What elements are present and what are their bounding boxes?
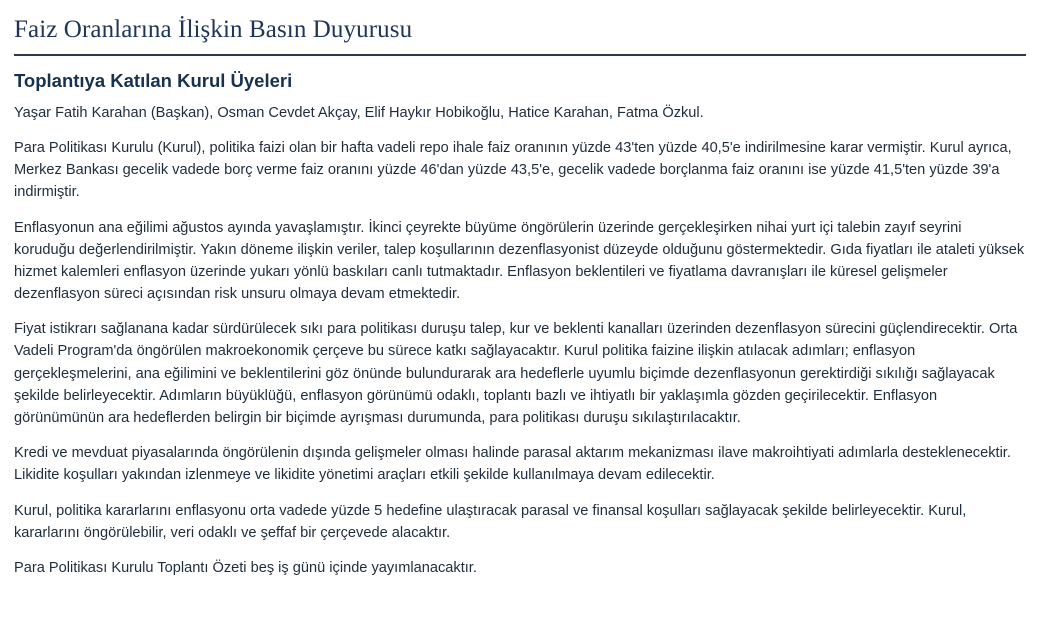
- page-title: Faiz Oranlarına İlişkin Basın Duyurusu: [14, 16, 413, 43]
- section-heading-board-members: Toplantıya Katılan Kurul Üyeleri: [14, 69, 293, 91]
- paragraph-monetary-stance: Fiyat istikrarı sağlanana kadar sürdürülecek sıkı para politikası duruşu talep, kur ve beklenti kanalları üzerinden dezenflasyon sürecini güçlendirecektir. Orta Vadeli Program'da öngörülen makroekonomik çerçeve bu sürece katkı sağlayacaktır. Kurul politika faizine ilişkin atılacak adımları; enflasyon gerçekleşmelerini, ana eğilimini ve beklentilerini göz önünde bulundurarak ara hedeflerle uyumlu biçimde dezenflasyonun gerektirdiği sıkılığı sağlayacak şekilde belirleyecektir. Adımların büyüklüğü, enflasyon görünümü odaklı, toplantı bazlı ve ihtiyatlı bir yaklaşımla gözden geçirilecektir. Enflasyon görünümünün ara hedeflerden belirgin bir biçimde ayrışması durumunda, para politikası duruşu sıkılaştırılacaktır.: [14, 321, 1018, 426]
- paragraph-inflation-trend: Enflasyonun ana eğilimi ağustos ayında yavaşlamıştır. İkinci çeyrekte büyüme öngörülerin üzerinde gerçekleşirken nihai yurt içi talebin zayıf seyrini koruduğu değerlendirilmiştir. Yakın döneme ilişkin veriler, talep koşullarının dezenflasyonist düzeyde olduğunu göstermektedir. Gıda fiyatları ile ataleti yüksek hizmet kalemleri enflasyon üzerinde yukarı yönlü baskıları canlı tutmaktadır. Enflasyon beklentileri ve fiyatlama davranışları ile küresel gelişmeler dezenflasyon süreci açısından risk unsuru olmaya devam etmektedir.: [14, 219, 1025, 303]
- paragraph-credit-deposit-markets: Kredi ve mevduat piyasalarında öngörülenin dışında gelişmeler olması halinde parasal aktarım mekanizması ilave makroihtiyati adımlarla desteklenecektir. Likidite koşulları yakından izlenmeye ve likidite yönetimi araçları etkili şekilde kullanılmaya devam edilecektir.: [14, 445, 1011, 484]
- title-divider: [14, 54, 1026, 56]
- paragraph-meeting-summary-notice: Para Politikası Kurulu Toplantı Özeti beş iş günü içinde yayımlanacaktır.: [14, 559, 477, 576]
- paragraph-policy-rate-decision: Para Politikası Kurulu (Kurul), politika faizi olan bir hafta vadeli repo ihale faiz oranının yüzde 43'ten yüzde 40,5'e indirilmesine karar vermiştir. Kurul ayrıca, Merkez Bankası gecelik vadede borç verme faiz oranını yüzde 46'dan yüzde 43,5'e, gecelik vadede borçlanma faiz oranını ise yüzde 41,5'ten yüzde 39'a indirmiştir.: [14, 140, 1012, 201]
- board-members-list: Yaşar Fatih Karahan (Başkan), Osman Cevdet Akçay, Elif Haykır Hobikoğlu, Hatice Karahan, Fatma Özkul.: [14, 104, 704, 121]
- paragraph-medium-term-target: Kurul, politika kararlarını enflasyonu orta vadede yüzde 5 hedefine ulaştıracak parasal ve finansal koşulları sağlayacak şekilde belirleyecektir. Kurul, kararlarını öngörülebilir, veri odaklı ve şeffaf bir çerçevede alacaktır.: [14, 502, 967, 541]
- document-page: [0, 16, 1040, 621]
